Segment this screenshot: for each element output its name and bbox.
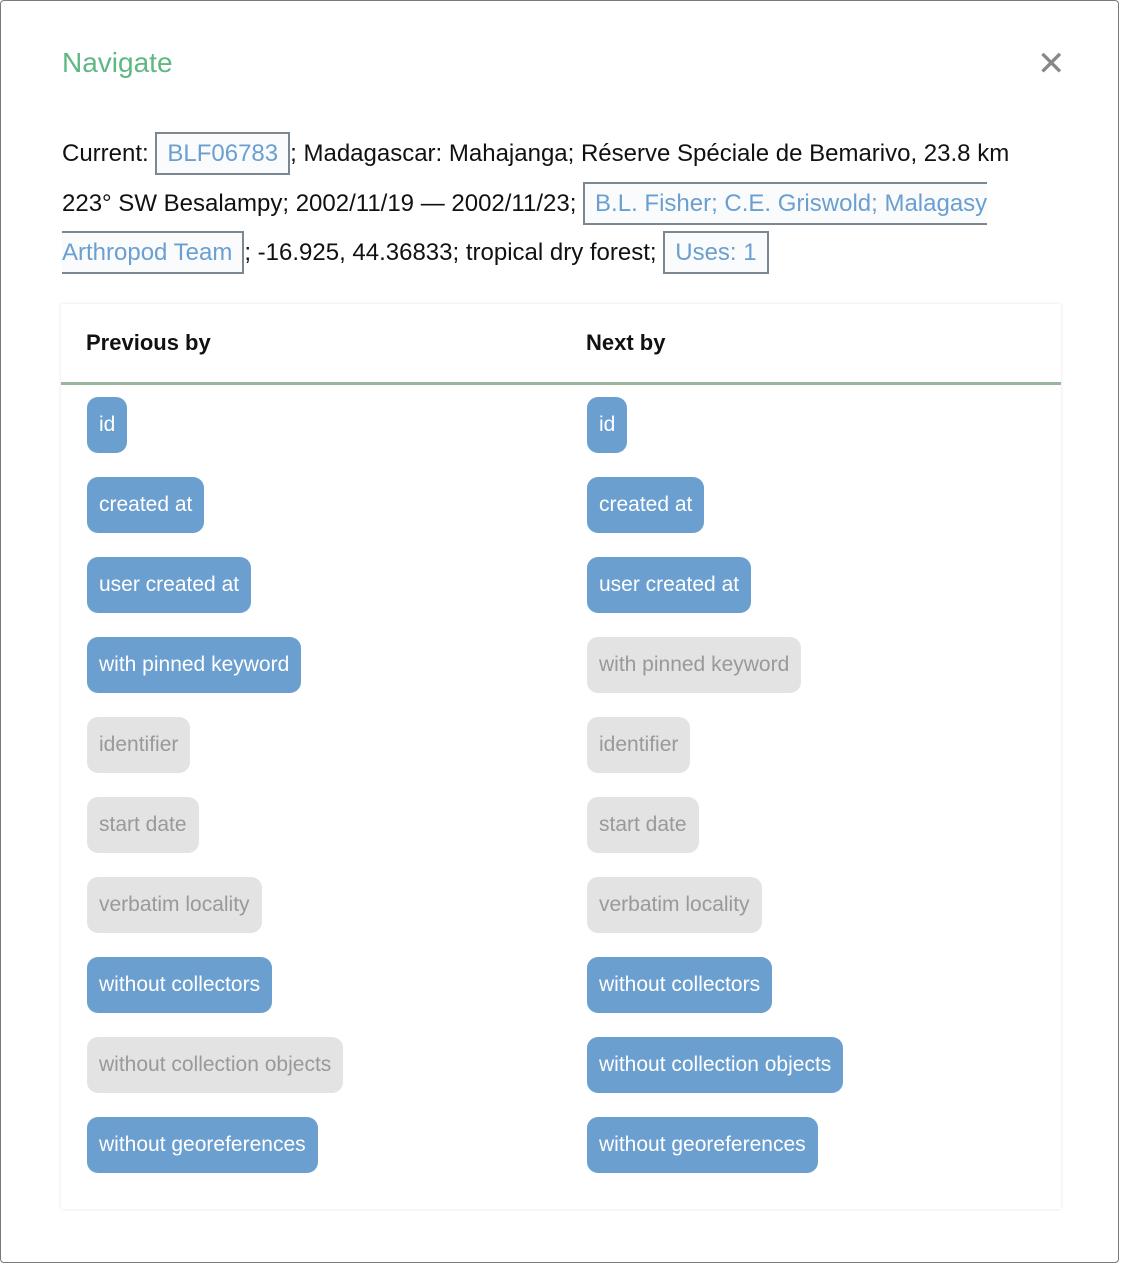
previous-by-without-collection-objects-button: without collection objects [87,1037,343,1093]
previous-by-verbatim-locality-button: verbatim locality [87,877,262,933]
next-by-without-georeferences-button[interactable]: without georeferences [587,1117,818,1173]
collectors-link[interactable]: B.L. Fisher; C.E. Griswold; Malagasy Arthropod Team [62,182,987,275]
previous-by-user-created-at-button[interactable]: user created at [87,557,251,613]
previous-by-header: Previous by [86,329,211,355]
previous-by-without-georeferences-button[interactable]: without georeferences [87,1117,318,1173]
modal-content [61,129,1061,1209]
navigation-table [61,304,1061,1209]
previous-by-with-pinned-keyword-button[interactable]: with pinned keyword [87,637,301,693]
next-by-id-button[interactable]: id [587,397,627,453]
previous-by-id-button[interactable]: id [87,397,127,453]
locality-text: ; Madagascar: Mahajanga; Réserve Spéciale de Bemarivo, 23.8 km 223° SW Besalampy; 2002/11/19 — 2002/11/23; [62,140,1010,217]
next-by-column [561,397,1061,1197]
current-label: Current: [62,140,149,167]
previous-by-without-collectors-button[interactable]: without collectors [87,957,272,1013]
next-by-without-collectors-button[interactable]: without collectors [587,957,772,1013]
next-by-header: Next by [586,329,666,355]
table-header [61,304,1061,385]
previous-by-column [61,397,561,1197]
next-by-with-pinned-keyword-button: with pinned keyword [587,637,801,693]
close-icon[interactable]: ✕ [1037,45,1066,83]
next-by-verbatim-locality-button: verbatim locality [587,877,762,933]
next-by-created-at-button[interactable]: created at [587,477,704,533]
next-by-without-collection-objects-button[interactable]: without collection objects [587,1037,843,1093]
modal-title: Navigate [62,47,173,78]
next-by-user-created-at-button[interactable]: user created at [587,557,751,613]
previous-by-identifier-button: identifier [87,717,190,773]
uses-link[interactable]: Uses: 1 [663,231,768,274]
coordinates-text: ; -16.925, 44.36833; tropical dry forest; [244,239,657,266]
identifier-link[interactable]: BLF06783 [155,132,290,175]
next-by-start-date-button: start date [587,797,699,853]
previous-by-created-at-button[interactable]: created at [87,477,204,533]
current-record [61,129,1052,278]
next-by-identifier-button: identifier [587,717,690,773]
previous-by-start-date-button: start date [87,797,199,853]
